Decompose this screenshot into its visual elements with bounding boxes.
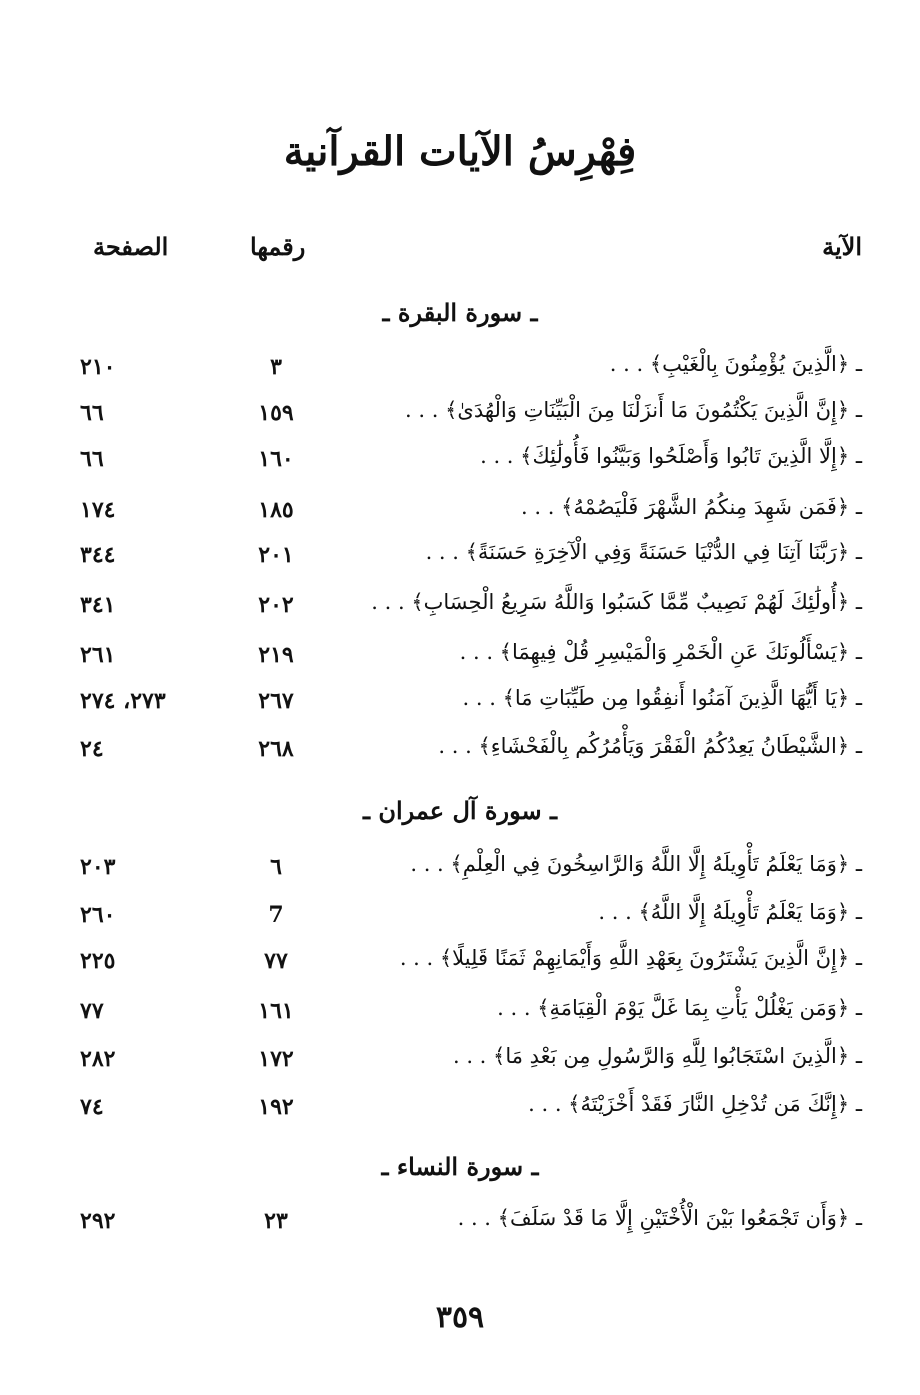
column-header-ayah: الآية <box>822 232 862 261</box>
table-row <box>0 540 920 586</box>
ayah-text: ـ ﴿وَمَا يَعْلَمُ تَأْوِيلَهُ إِلَّا اللَّهُ وَالرَّاسِخُونَ فِي الْعِلْمِ﴾ . . . <box>410 852 862 876</box>
page-title: فِهْرِسُ الآيات القرآنية <box>283 128 637 175</box>
ayah-number: ١٦١ <box>258 998 294 1024</box>
table-row <box>0 1044 920 1090</box>
page-number: ٣٥٩ <box>435 1300 485 1335</box>
page-ref: ١٧٤ <box>80 497 116 523</box>
page-ref: ٢٢٥ <box>80 948 116 974</box>
page-ref: ٢٦١ <box>80 642 116 668</box>
ayah-number: ٢٦٨ <box>258 736 294 762</box>
table-row <box>0 495 920 541</box>
column-header-page: الصفحة <box>93 232 169 261</box>
table-row <box>0 398 920 444</box>
page-ref: ٦٦ <box>80 400 104 426</box>
ayah-text: ـ ﴿الشَّيْطَانُ يَعِدُكُمُ الْفَقْرَ وَيَأْمُرُكُم بِالْفَحْشَاءِ﴾ . . . <box>438 734 862 758</box>
ayah-number: ٣ <box>270 354 282 380</box>
table-row <box>0 852 920 898</box>
table-row <box>0 1206 920 1252</box>
ayah-text: ـ ﴿إِنَّ الَّذِينَ يَكْتُمُونَ مَا أَنزَلْنَا مِنَ الْبَيِّنَاتِ وَالْهُدَىٰ﴾ . . . <box>405 398 862 422</box>
ayah-number: ٢١٩ <box>258 642 294 668</box>
ayah-text: ـ ﴿يَسْأَلُونَكَ عَنِ الْخَمْرِ وَالْمَيْسِرِ قُلْ فِيهِمَا﴾ . . . <box>459 640 862 664</box>
ayah-number: ١٦٠ <box>258 446 294 472</box>
ayah-text: ـ ﴿إِنَّكَ مَن تُدْخِلِ النَّارَ فَقَدْ أَخْزَيْتَهُ﴾ . . . <box>528 1092 862 1116</box>
ayah-number: ١٨٥ <box>258 497 294 523</box>
ayah-number: ٦ <box>270 854 282 880</box>
surah-heading-nisa: ـ سورة النساء ـ <box>381 1152 539 1181</box>
ayah-text: ـ ﴿الَّذِينَ اسْتَجَابُوا لِلَّهِ وَالرَّسُولِ مِن بَعْدِ مَا﴾ . . . <box>452 1044 862 1068</box>
table-row <box>0 734 920 780</box>
surah-heading-aal-imran: ـ سورة آل عمران ـ <box>363 796 557 825</box>
page-ref: ٣٤١ <box>80 592 116 618</box>
ayah-number: ٢٣ <box>264 1208 288 1234</box>
ayah-number: ١٥٩ <box>258 400 294 426</box>
table-row <box>0 686 920 732</box>
ayah-text: ـ ﴿الَّذِينَ يُؤْمِنُونَ بِالْغَيْبِ﴾ . . . <box>609 352 862 376</box>
ayah-number: ٢٠٢ <box>258 592 294 618</box>
ayah-text: ـ ﴿وَأَن تَجْمَعُوا بَيْنَ الْأُخْتَيْنِ إِلَّا مَا قَدْ سَلَفَ﴾ . . . <box>457 1206 862 1230</box>
page-ref: ٧٤ <box>80 1094 104 1120</box>
page-ref: ٣٤٤ <box>80 542 116 568</box>
page-ref: ٢٠٣ <box>80 854 116 880</box>
ayah-text: ـ ﴿إِلَّا الَّذِينَ تَابُوا وَأَصْلَحُوا وَبَيَّنُوا فَأُولَٰئِكَ﴾ . . . <box>480 444 862 468</box>
page-ref: ٢٤ <box>80 736 104 762</box>
table-row <box>0 996 920 1042</box>
table-row <box>0 590 920 636</box>
page-ref: ٢٧٣، ٢٧٤ <box>80 688 166 714</box>
column-header-number: رقمها <box>250 232 306 261</box>
table-row <box>0 946 920 992</box>
ayah-text: ـ ﴿فَمَن شَهِدَ مِنكُمُ الشَّهْرَ فَلْيَصُمْهُ﴾ . . . <box>521 495 862 519</box>
table-row <box>0 444 920 490</box>
ayah-text: ـ ﴿وَمَا يَعْلَمُ تَأْوِيلَهُ إِلَّا اللَّهُ﴾ . . . <box>598 900 862 924</box>
table-row <box>0 1092 920 1138</box>
page-ref: ٦٦ <box>80 446 104 472</box>
page-ref: ٢٨٢ <box>80 1046 116 1072</box>
page-ref: ٢٦٠ <box>80 902 116 928</box>
ayah-text: ـ ﴿أُولَٰئِكَ لَهُمْ نَصِيبٌ مِّمَّا كَسَبُوا وَاللَّهُ سَرِيعُ الْحِسَابِ﴾ . . . <box>371 590 862 614</box>
ayah-text: ـ ﴿إِنَّ الَّذِينَ يَشْتَرُونَ بِعَهْدِ اللَّهِ وَأَيْمَانِهِمْ ثَمَنًا قَلِيلًا﴾ . . . <box>399 946 862 970</box>
page-ref: ٧٧ <box>80 998 104 1024</box>
ayah-number: 7 <box>268 902 284 928</box>
surah-heading-baqarah: ـ سورة البقرة ـ <box>382 298 538 327</box>
ayah-number: ٧٧ <box>264 948 288 974</box>
table-row <box>0 900 920 946</box>
ayah-text: ـ ﴿يَا أَيُّهَا الَّذِينَ آمَنُوا أَنفِقُوا مِن طَيِّبَاتِ مَا﴾ . . . <box>462 686 862 710</box>
ayah-number: ٢٠١ <box>258 542 294 568</box>
page-ref: ٢١٠ <box>80 354 116 380</box>
ayah-number: ١٧٢ <box>258 1046 294 1072</box>
ayah-number: ١٩٢ <box>258 1094 294 1120</box>
page-ref: ٢٩٢ <box>80 1208 116 1234</box>
ayah-number: ٢٦٧ <box>258 688 294 714</box>
ayah-text: ـ ﴿وَمَن يَغْلُلْ يَأْتِ بِمَا غَلَّ يَوْمَ الْقِيَامَةِ﴾ . . . <box>497 996 862 1020</box>
ayah-text: ـ ﴿رَبَّنَا آتِنَا فِي الدُّنْيَا حَسَنَةً وَفِي الْآخِرَةِ حَسَنَةً﴾ . . . <box>425 540 862 564</box>
table-row <box>0 640 920 686</box>
table-row <box>0 352 920 398</box>
